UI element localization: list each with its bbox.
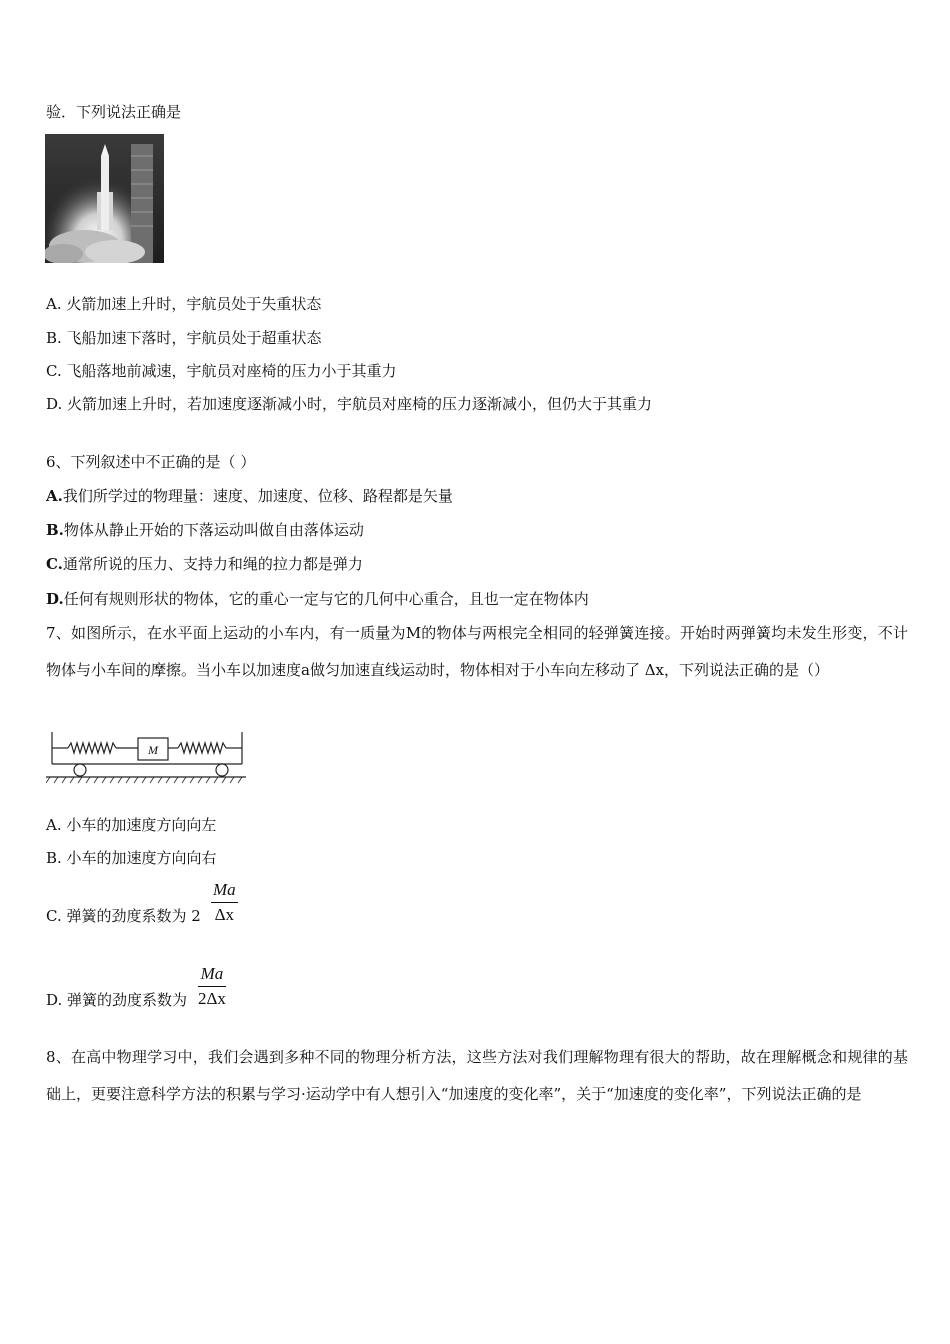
rocket-launch-photo (45, 134, 164, 263)
q6-option-a (46, 486, 453, 506)
q6-option-b (46, 520, 364, 540)
q7-option-d-fraction (198, 964, 226, 1009)
q5-intro-tail: 验．下列说法正确是 (46, 103, 182, 121)
q6-option-d-text: 任何有规则形状的物体，它的重心一定与它的几何中心重合，且也一定在物体内 (63, 590, 589, 608)
fraction-denominator: 2Δx (198, 989, 226, 1008)
q5-option-b: B. 飞船加速下落时，宇航员处于超重状态 (46, 329, 322, 347)
fraction-numerator: Ma (198, 964, 226, 987)
q7-option-a: A. 小车的加速度方向向左 (46, 816, 217, 834)
q6-option-b-text: 物体从静止开始的下落运动叫做自由落体运动 (63, 521, 364, 539)
q6-option-d (46, 589, 589, 609)
q6-option-d-key: D. (46, 590, 64, 608)
q6-option-a-key: A. (46, 487, 63, 505)
q6-option-c-text: 通常所说的压力、支持力和绳的拉力都是弹力 (62, 555, 363, 573)
diagram-mass-label: M (148, 743, 158, 757)
cart-spring-diagram (46, 728, 246, 784)
q7-stem: 7、如图所示，在水平面上运动的小车内，有一质量为M的物体与两根完全相同的轻弹簧连接。开始时两弹簧均未发生形变，不计物体与小车间的摩擦。当小车以加速度a做匀加速直线运动时，物体相对于小车向左移动了 Δx，下列说法正确的是（） (46, 624, 908, 679)
fraction-denominator: Δx (214, 905, 235, 924)
q5-option-d: D. 火箭加速上升时，若加速度逐渐减小时，宇航员对座椅的压力逐渐减小，但仍大于其重力 (46, 395, 653, 413)
q5-option-a: A. 火箭加速上升时，宇航员处于失重状态 (46, 295, 322, 313)
q6-stem: 6、下列叙述中不正确的是（ ） (46, 453, 256, 471)
q6-option-c (46, 554, 363, 574)
fraction-numerator: Ma (211, 880, 238, 903)
q7-option-c-fraction (211, 880, 238, 925)
q6-option-b-key: B. (46, 521, 64, 539)
q7-option-b: B. 小车的加速度方向向右 (46, 849, 217, 867)
q6-option-a-text: 我们所学过的物理量：速度、加速度、位移、路程都是矢量 (62, 487, 453, 505)
q5-option-c: C. 飞船落地前减速，宇航员对座椅的压力小于其重力 (46, 362, 397, 380)
q6-option-c-key: C. (46, 555, 63, 573)
q7-option-c: C. 弹簧的劲度系数为 2 (46, 907, 201, 925)
q7-option-d: D. 弹簧的劲度系数为 (46, 991, 188, 1009)
q8-stem: 8、在高中物理学习中，我们会遇到多种不同的物理分析方法，这些方法对我们理解物理有很大的帮助，故在理解概念和规律的基础上，更要注意科学方法的积累与学习·运动学中有人想引入“加速度的变化率”，关于“加速度的变化率”，下列说法正确的是 (46, 1048, 908, 1103)
